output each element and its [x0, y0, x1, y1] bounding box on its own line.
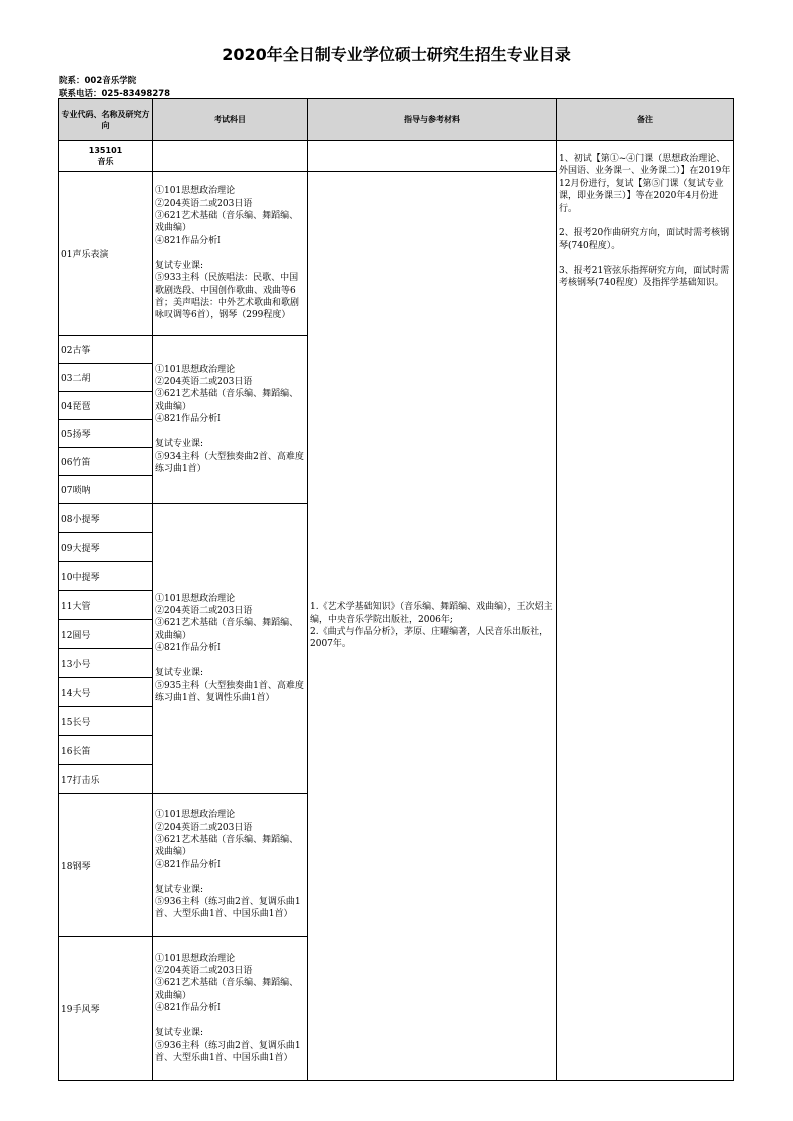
catalog-table — [58, 98, 734, 1081]
major-row — [59, 141, 734, 172]
direction-cell: 10中提琴 — [59, 562, 153, 591]
direction-cell: 06竹笛 — [59, 448, 153, 476]
empty-cell — [308, 141, 557, 172]
note-item: 1、初试【第①~④门课（思想政治理论、外国语、业务课一、业务课二）】在2019年12月份进行，复试【第⑤门课（复试专业课，即业务课三）】等在2020年4月份进行。 — [559, 154, 731, 214]
direction-cell: 08小提琴 — [59, 504, 153, 533]
exam-line: 复试专业课: — [155, 668, 204, 679]
exam-line — [155, 426, 305, 438]
exam-line: ③621艺术基础（音乐编、舞蹈编、戏曲编） — [155, 389, 299, 412]
department-label: 院系：002音乐学院 — [59, 76, 137, 86]
exam-line: ④821作品分析Ⅰ — [155, 859, 221, 870]
reference-item: 2.《曲式与作品分析》，茅原、庄曜编著，人民音乐出版社，2007年。 — [310, 627, 549, 650]
exam-line: ①101思想政治理论 — [155, 593, 236, 604]
direction-cell: 09大提琴 — [59, 533, 153, 562]
direction-cell: 03二胡 — [59, 364, 153, 392]
direction-cell: 13小号 — [59, 649, 153, 678]
exam-line: ②204英语二或203日语 — [155, 606, 253, 617]
exam-line — [155, 871, 305, 883]
direction-cell: 02古筝 — [59, 336, 153, 364]
reference-item: 1.《艺术学基础知识》（音乐编、舞蹈编、戏曲编），王次炤主编，中央音乐学院出版社，2006年; — [310, 602, 553, 625]
column-header: 考试科目 — [153, 99, 308, 141]
exam-cell — [153, 504, 308, 794]
reference-cell — [308, 172, 557, 1081]
exam-line: ①101思想政治理论 — [155, 953, 236, 964]
exam-line: ③621艺术基础（音乐编、舞蹈编、戏曲编） — [155, 834, 299, 858]
note-item: 3、报考21管弦乐指挥研究方向，面试时需考核钢琴(740程度）及指挥学基础知识。 — [559, 265, 730, 289]
exam-line — [155, 247, 305, 259]
exam-line: ①101思想政治理论 — [155, 364, 236, 375]
phone-label: 联系电话：025-83498278 — [59, 89, 171, 99]
exam-line: ②204英语二或203日语 — [155, 966, 253, 977]
exam-line: ①101思想政治理论 — [155, 186, 236, 197]
direction-cell: 04琵琶 — [59, 392, 153, 420]
exam-line — [155, 1015, 305, 1027]
exam-line: ②204英语二或203日语 — [155, 822, 253, 833]
notes-cell — [557, 141, 734, 1081]
direction-cell: 01声乐表演 — [59, 172, 153, 336]
page-title: 2020年全日制专业学位硕士研究生招生专业目录 — [222, 45, 571, 64]
direction-cell: 07唢呐 — [59, 476, 153, 504]
exam-cell — [153, 794, 308, 937]
exam-line: 复试专业课: — [155, 260, 204, 271]
direction-cell: 14大号 — [59, 678, 153, 707]
direction-cell: 17打击乐 — [59, 765, 153, 794]
major-cell — [59, 141, 153, 172]
exam-line: 复试专业课: — [155, 884, 204, 895]
exam-line: ②204英语二或203日语 — [155, 198, 253, 209]
exam-line: ⑤934主科（大型独奏曲2首、高难度练习曲1首） — [155, 451, 304, 474]
direction-cell: 05扬琴 — [59, 420, 153, 448]
exam-cell — [153, 172, 308, 336]
exam-line: ③621艺术基础（音乐编、舞蹈编、戏曲编） — [155, 211, 299, 234]
exam-line: 复试专业课: — [155, 439, 204, 450]
major-code: 135101 — [88, 146, 123, 155]
direction-cell: 19手风琴 — [59, 937, 153, 1081]
exam-line: ⑤936主科（练习曲2首、复调乐曲1首、大型乐曲1首、中国乐曲1首） — [155, 897, 301, 920]
exam-line: ②204英语二或203日语 — [155, 377, 253, 388]
direction-cell: 15长号 — [59, 707, 153, 736]
exam-line — [155, 655, 305, 667]
note-item: 2、报考20作曲研究方向，面试时需考核钢琴(740程度）。 — [559, 228, 730, 251]
exam-line: ④821作品分析Ⅰ — [155, 235, 221, 246]
exam-cell — [153, 336, 308, 504]
exam-line: ⑤936主科（练习曲2首、复调乐曲1首、大型乐曲1首、中国乐曲1首） — [155, 1040, 301, 1063]
table-header-row — [59, 99, 734, 141]
direction-cell: 18钢琴 — [59, 794, 153, 937]
direction-cell: 12圆号 — [59, 620, 153, 649]
exam-line: ④821作品分析Ⅰ — [155, 643, 221, 654]
exam-line: ⑤933主科（民族唱法：民歌、中国歌剧选段、中国创作歌曲、戏曲等6首；美声唱法：中外艺术歌曲和歌剧咏叹调等6首），钢琴（299程度） — [155, 273, 300, 321]
column-header: 专业代码、名称及研究方向 — [59, 99, 153, 141]
column-header: 备注 — [557, 99, 734, 141]
direction-cell: 11大管 — [59, 591, 153, 620]
exam-line: ③621艺术基础（音乐编、舞蹈编、戏曲编） — [155, 978, 299, 1001]
exam-line: 复试专业课: — [155, 1028, 204, 1039]
exam-cell — [153, 937, 308, 1081]
exam-line: ④821作品分析Ⅰ — [155, 414, 221, 425]
exam-line: ①101思想政治理论 — [155, 810, 236, 821]
exam-line: ③621艺术基础（音乐编、舞蹈编、戏曲编） — [155, 618, 299, 641]
direction-cell: 16长笛 — [59, 736, 153, 765]
exam-line: ④821作品分析Ⅰ — [155, 1003, 221, 1014]
column-header: 指导与参考材料 — [308, 99, 557, 141]
major-name: 音乐 — [97, 157, 114, 166]
exam-line: ⑤935主科（大型独奏曲1首、高难度练习曲1首、复调性乐曲1首） — [155, 680, 304, 703]
empty-cell — [153, 141, 308, 172]
